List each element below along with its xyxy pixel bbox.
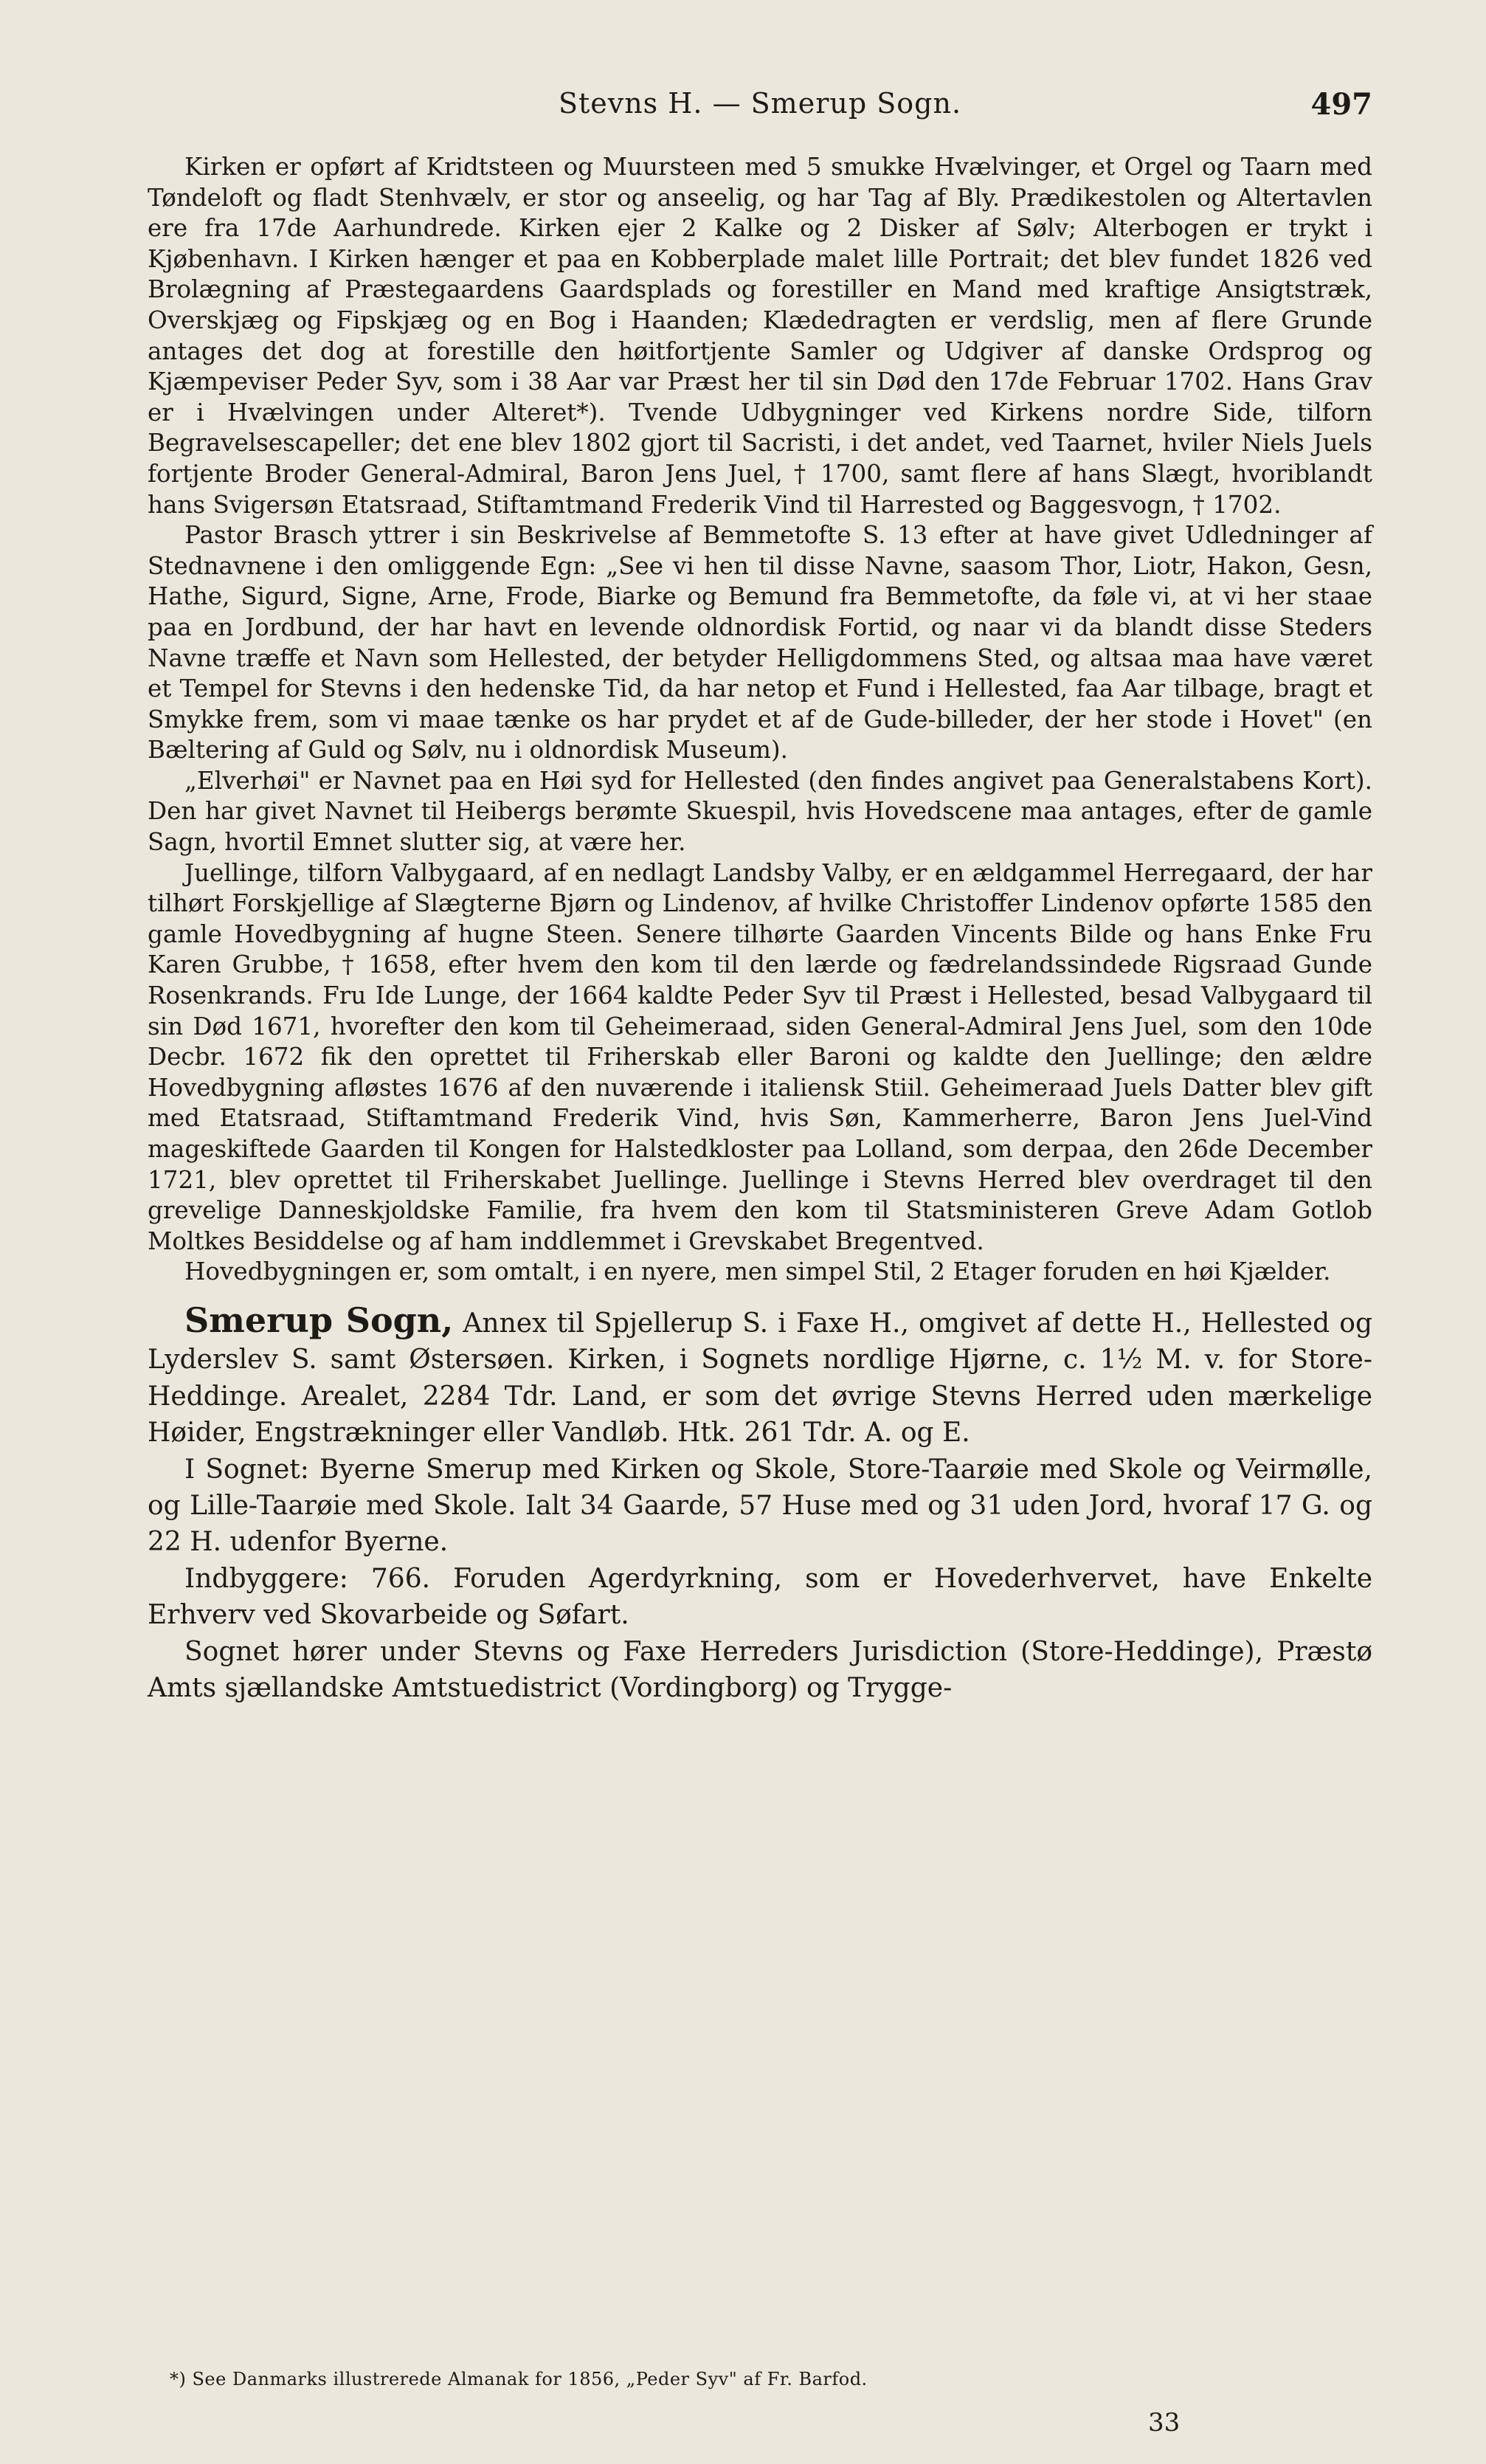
page-header <box>148 87 1372 131</box>
smerup-intro-text: Annex til Spjellerup S. i Faxe H., omgivet af dette H., Hellested og Lyderslev S. samt Østersøen. Kirken, i Sognets nordlige Hjørne, c. 1½ M. v. for Store-Heddinge. Arealet, 2284 Tdr. Land, er som det øvrige Stevns Herred uden mærkelige Høider, Engstrækninger eller Vandløb. Htk. 261 Tdr. A. og E. <box>148 1308 1372 1449</box>
smerup-intro <box>148 1302 1372 1452</box>
section-title: Smerup Sogn, <box>184 1300 454 1340</box>
running-title: Stevns H. — Smerup Sogn. <box>558 87 962 120</box>
footnote: *) See Danmarks illustrerede Almanak for 1856, „Peder Syv" af Fr. Barfod. <box>170 2369 868 2389</box>
smerup-jurisdiction: Sognet hører under Stevns og Faxe Herreders Jurisdiction (Store-Heddinge), Præstø Amts sjællandske Amtstuedistrict (Vordingborg) og Trygge- <box>148 1636 1372 1704</box>
smerup-villages: I Sognet: Byerne Smerup med Kirken og Skole, Store-Taarøie med Skole og Veirmølle, og Lille-Taarøie med Skole. Ialt 34 Gaarde, 57 Huse med og 31 uden Jord, hvoraf 17 G. og 22 H. udenfor Byerne. <box>148 1454 1372 1558</box>
signature-mark: 33 <box>1148 2408 1181 2437</box>
paragraph-hovedbygning: Hovedbygningen er, som omtalt, i en nyere, men simpel Stil, 2 Etager foruden en høi Kjælder. <box>184 1257 1331 1286</box>
page-body <box>148 152 1372 1706</box>
paragraph-church: Kirken er opført af Kridtsteen og Muursteen med 5 smukke Hvælvinger, et Orgel og Taarn med Tøndeloft og fladt Stenhvælv, er stor og anseelig, og har Tag af Bly. Prædikestolen og Altertavlen ere fra 17de Aarhundrede. Kirken ejer 2 Kalke og 2 Disker af Sølv; Alterbogen er trykt i Kjøbenhavn. I Kirken hænger et paa en Kobberplade malet lille Portrait; det blev fundet 1826 ved Brolægning af Præstegaardens Gaardsplads og forestiller en Mand med kraftige Ansigtstræk, Overskjæg og Fipskjæg og en Bog i Haanden; Klædedragten er verdslig, men af flere Grunde antages det dog at forestille den høitfortjente Samler og Udgiver af danske Ordsprog og Kjæmpeviser Peder Syv, som i 38 Aar var Præst her til sin Død den 17de Februar 1702. Hans Grav er i Hvælvingen under Alteret*). Tvende Udbygninger ved Kirkens nordre Side, tilforn Begravelsescapeller; det ene blev 1802 gjort til Sacristi, i det andet, ved Taarnet, hviler Niels Juels fortjente Broder General-Admiral, Baron Jens Juel, † 1700, samt flere af hans Slægt, hvoriblandt hans Svigersøn Etatsraad, Stiftamtmand Frederik Vind til Harrested og Baggesvogn, † 1702. <box>148 153 1372 519</box>
paragraph-elverhoi: „Elverhøi" er Navnet paa en Høi syd for Hellested (den findes angivet paa Generalstabens Kort). Den har givet Navnet til Heibergs berømte Skuespil, hvis Hovedscene maa antages, efter de gamle Sagn, hvortil Emnet slutter sig, at være her. <box>148 766 1372 857</box>
smerup-population: Indbyggere: 766. Foruden Agerdyrkning, som er Hovederhvervet, have Enkelte Erhverv ved Skovarbeide og Søfart. <box>148 1563 1372 1631</box>
page-number: 497 <box>1310 87 1372 122</box>
paragraph-juellinge: Juellinge, tilforn Valbygaard, af en nedlagt Landsby Valby, er en ældgammel Herregaard, der har tilhørt Forskjellige af Slægterne Bjørn og Lindenov, af hvilke Christoffer Lindenov opførte 1585 den gamle Hovedbygning af hugne Steen. Senere tilhørte Gaarden Vincents Bilde og hans Enke Fru Karen Grubbe, † 1658, efter hvem den kom til den lærde og fædrelandssindede Rigsraad Gunde Rosenkrands. Fru Ide Lunge, der 1664 kaldte Peder Syv til Præst i Hellested, besad Valbygaard til sin Død 1671, hvorefter den kom til Geheimeraad, siden General-Admiral Jens Juel, som den 10de Decbr. 1672 fik den oprettet til Friherskab eller Baroni og kaldte den Juellinge; den ældre Hovedbygning afløstes 1676 af den nuværende i italiensk Stiil. Geheimeraad Juels Datter blev gift med Etatsraad, Stiftamtmand Frederik Vind, hvis Søn, Kammerherre, Baron Jens Juel-Vind mageskiftede Gaarden til Kongen for Halstedkloster paa Lolland, som derpaa, den 26de December 1721, blev oprettet til Friherskabet Juellinge. Juellinge i Stevns Herred blev overdraget til den grevelige Danneskjoldske Familie, fra hvem den kom til Statsministeren Greve Adam Gotlob Moltkes Besiddelse og af ham inddlemmet i Grevskabet Bregentved. <box>148 858 1372 1255</box>
paragraph-brasch: Pastor Brasch yttrer i sin Beskrivelse af Bemmetofte S. 13 efter at have givet Udledninger af Stednavnene i den omliggende Egn: „See vi hen til disse Navne, saasom Thor, Liotr, Hakon, Gesn, Hathe, Sigurd, Signe, Arne, Frode, Biarke og Bemund fra Bemmetofte, da føle vi, at vi her staae paa en Jordbund, der har havt en levende oldnordisk Fortid, og naar vi da blandt disse Steders Navne træffe et Navn som Hellested, der betyder Helligdommens Sted, og altsaa maa have været et Tempel for Stevns i den hedenske Tid, da har netop et Fund i Hellested, faa Aar tilbage, bragt et Smykke frem, som vi maae tænke os har prydet et af de Gude-billeder, der her stode i Hovet" (en Bæltering af Guld og Sølv, nu i oldnordisk Museum). <box>148 521 1372 765</box>
